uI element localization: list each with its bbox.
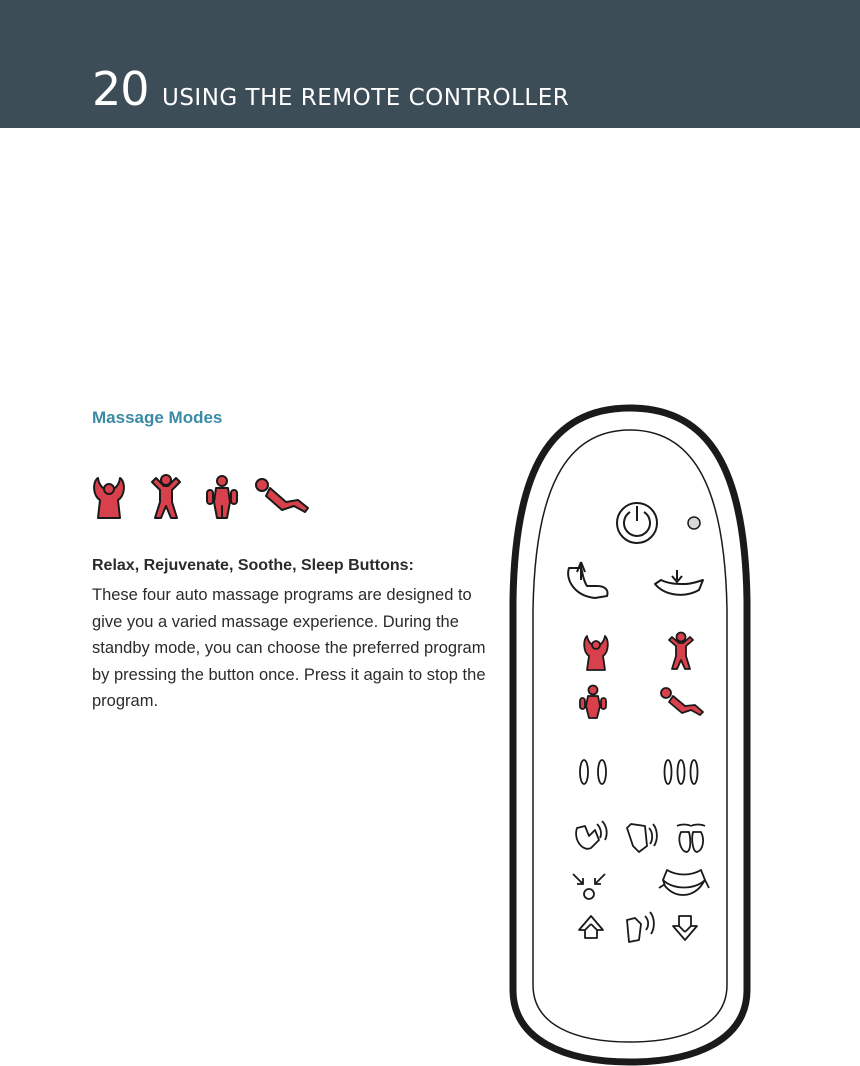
power-indicator-light xyxy=(688,517,700,529)
page-number: 20 xyxy=(92,62,149,116)
sleep-icon xyxy=(256,479,308,512)
page-title: USING THE REMOTE CONTROLLER xyxy=(162,85,570,111)
soothe-icon xyxy=(207,476,237,518)
description-body: These four auto massage programs are designed to give you a varied massage experience. During the standby mode, you can choose the preferred program by pressing the button once. Press it again to stop the program. xyxy=(92,586,486,710)
description-title: Relax, Rejuvenate, Soothe, Sleep Buttons: xyxy=(92,557,414,574)
section-title: Massage Modes xyxy=(92,408,223,427)
remote-body xyxy=(513,408,747,1062)
relax-icon xyxy=(94,478,124,518)
rejuvenate-icon xyxy=(152,475,180,518)
page-header xyxy=(0,0,860,128)
remote-controller-illustration xyxy=(505,400,755,1066)
massage-mode-icons xyxy=(90,472,320,522)
relax-button[interactable] xyxy=(584,636,608,670)
